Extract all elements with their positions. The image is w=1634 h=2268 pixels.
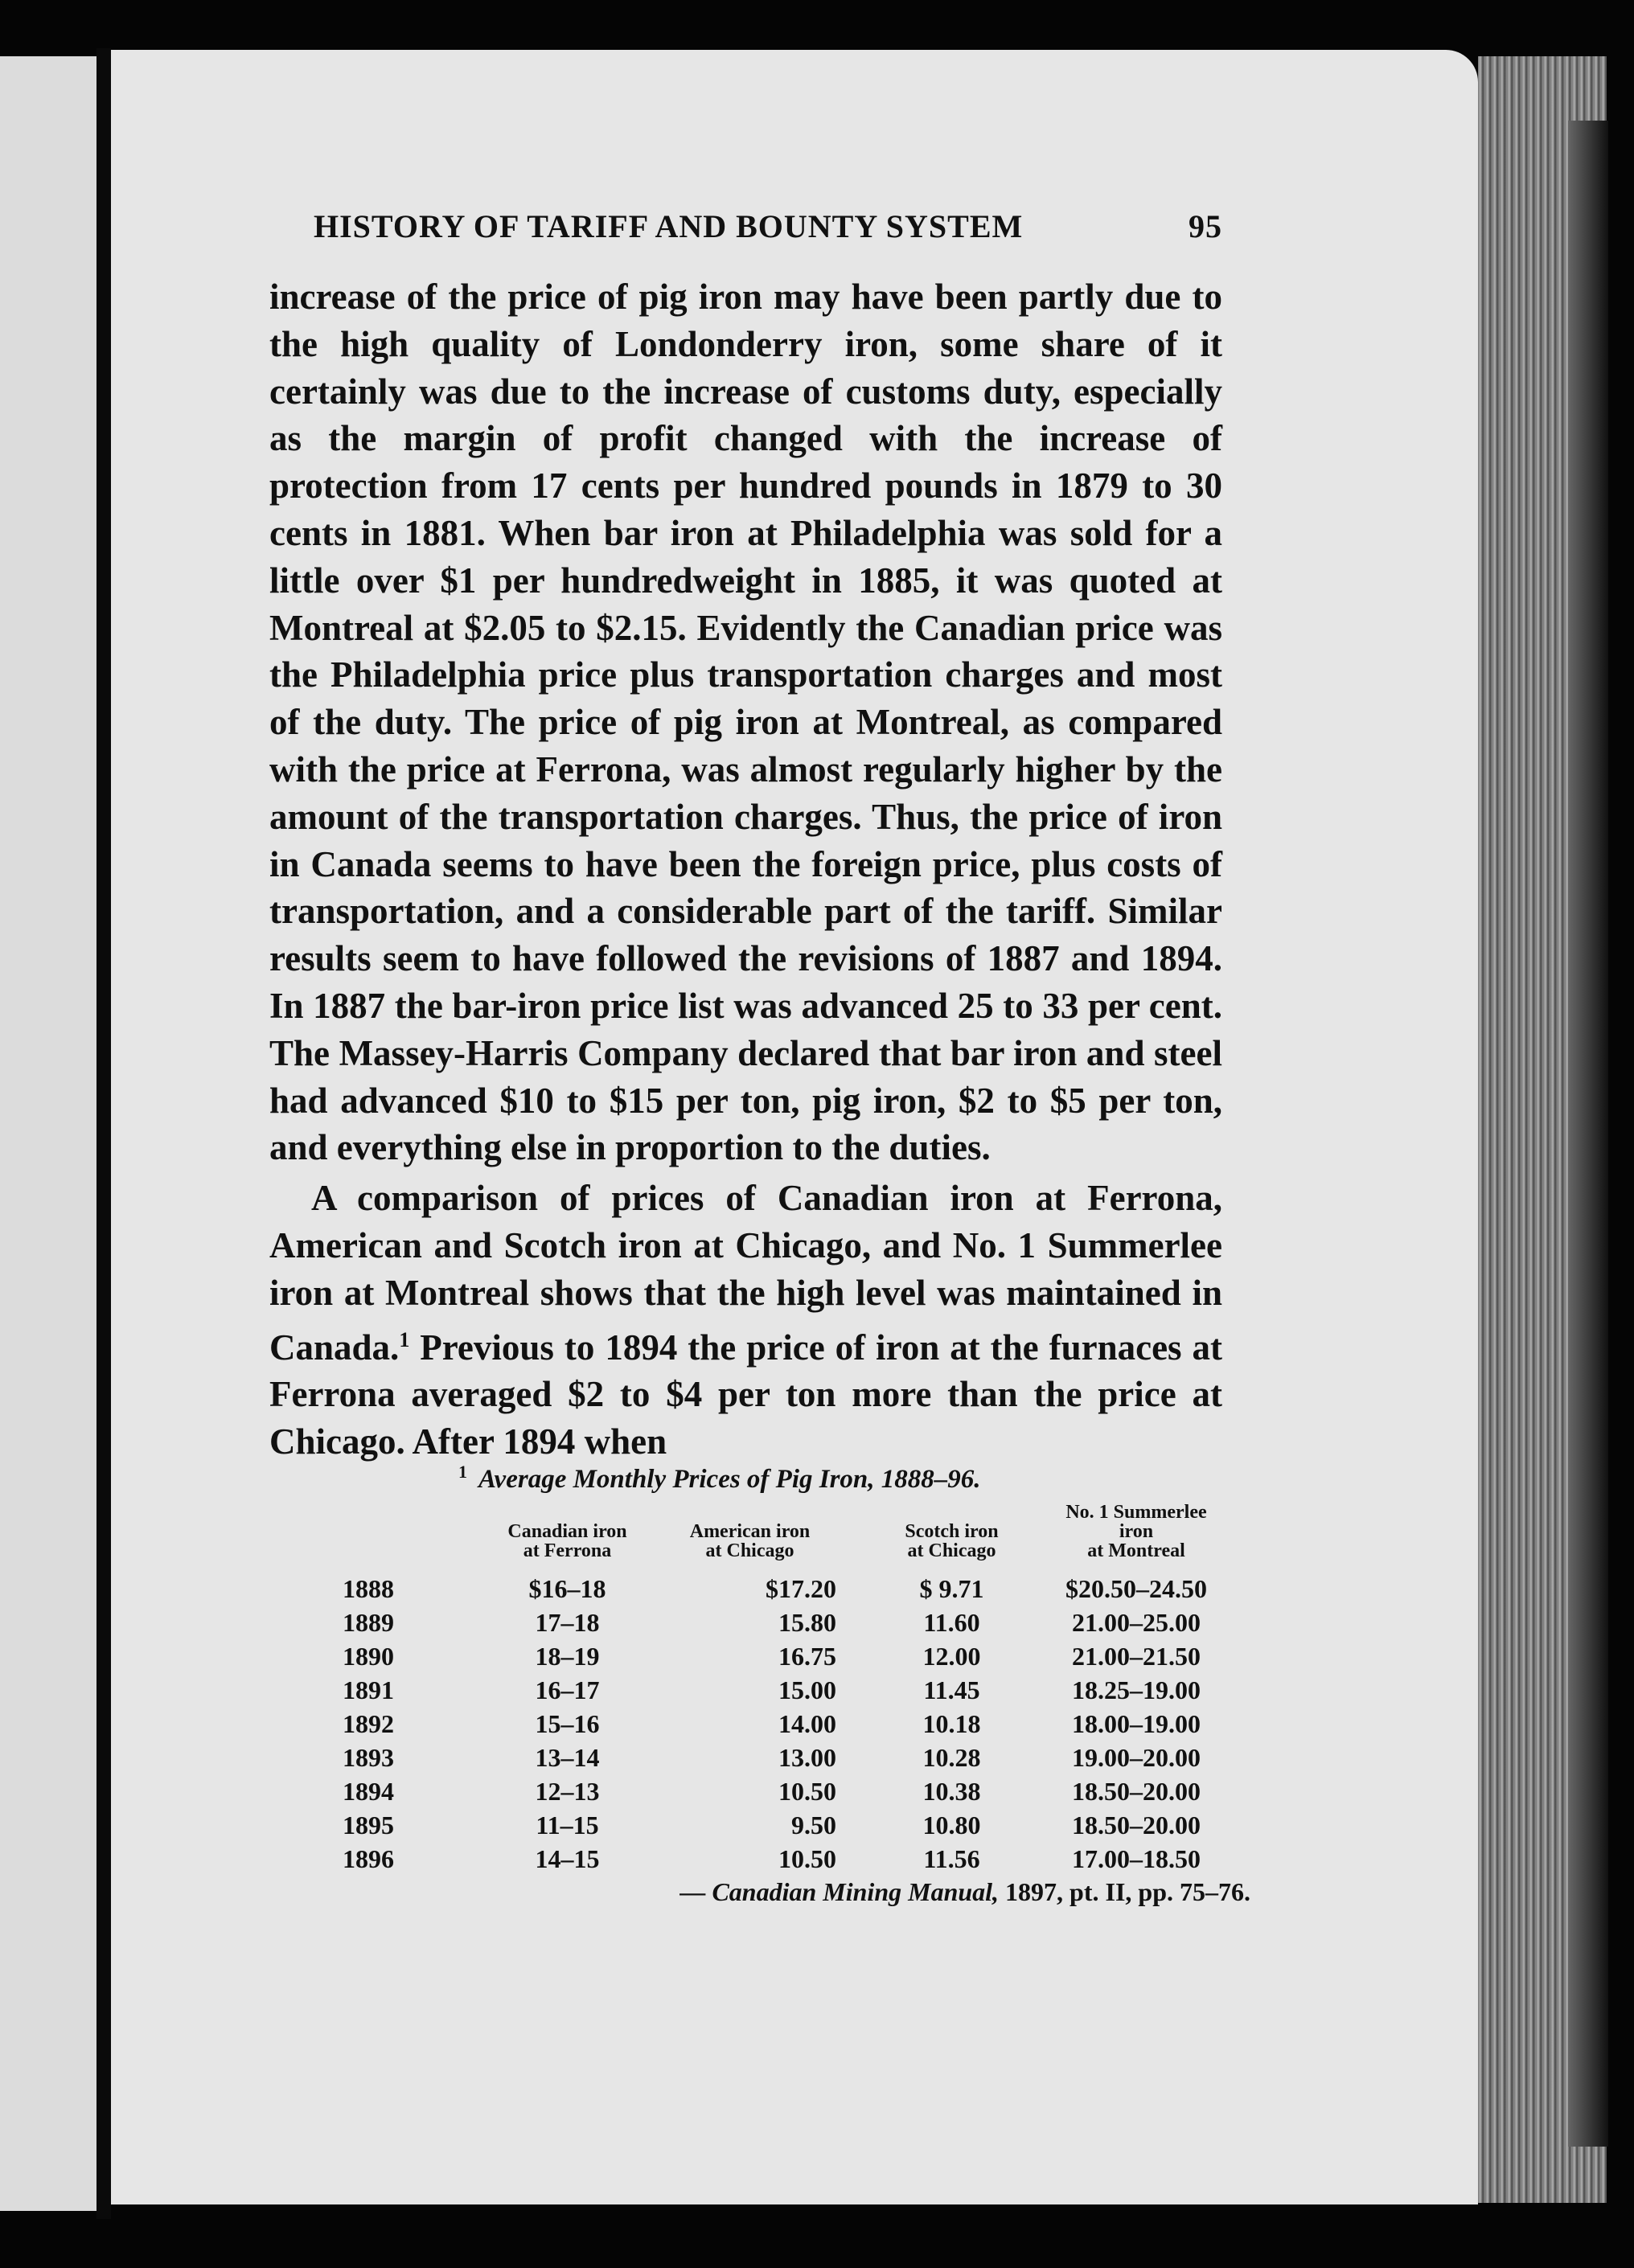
- footnote-title-text: Average Monthly Prices of Pig Iron, 1888–96.: [478, 1465, 981, 1494]
- cell-scotch: 11.60: [923, 1608, 980, 1637]
- cell-canadian: 17–18: [535, 1608, 600, 1637]
- cell-scotch: 11.56: [923, 1844, 980, 1873]
- column-header: [860, 1503, 1043, 1572]
- cell-montreal: 17.00–18.50: [1072, 1844, 1201, 1873]
- cell-canadian: 14–15: [535, 1844, 600, 1873]
- cell-scotch: 12.00: [922, 1642, 981, 1671]
- cell-year: 1895: [343, 1811, 394, 1839]
- cell-scotch: 10.38: [922, 1777, 981, 1806]
- table-row: [338, 1842, 1230, 1876]
- table-row: [338, 1639, 1230, 1673]
- table-header-row: [338, 1503, 1230, 1572]
- source-details: 1897, pt. II, pp. 75–76.: [999, 1877, 1250, 1906]
- running-head: [314, 207, 1222, 245]
- table-row: [338, 1572, 1230, 1606]
- paragraph-text: A comparison of prices of Canadian iron at Ferrona, American and Scotch iron at Chicago, and No. 1 Summerlee iron at Montreal shows that the high level was maintained in Canada.: [269, 1178, 1222, 1368]
- cell-year: 1891: [343, 1675, 394, 1704]
- cell-american: 10.50: [778, 1844, 836, 1873]
- cell-montreal: $20.50–24.50: [1065, 1574, 1207, 1603]
- table-row: [338, 1808, 1230, 1842]
- cell-american: $17.20: [766, 1574, 836, 1603]
- cell-year: 1896: [343, 1844, 394, 1873]
- column-header-line: at Montreal: [1087, 1540, 1185, 1561]
- cell-montreal: 21.00–25.00: [1072, 1608, 1201, 1637]
- cell-montreal: 18.00–19.00: [1072, 1709, 1201, 1738]
- page-edges-shadow: [1568, 121, 1608, 2147]
- column-header: [1043, 1503, 1230, 1572]
- cell-montreal: 19.00–20.00: [1072, 1743, 1201, 1772]
- footnote: [338, 1462, 1262, 1907]
- paragraph-text-cont: Previous to 1894 the price of iron at the furnaces at Ferrona averaged $2 to $4 per ton more than the price at Chicago. After 1894 when: [269, 1327, 1222, 1462]
- cell-montreal: 21.00–21.50: [1072, 1642, 1201, 1671]
- footnote-marker: 1: [458, 1462, 467, 1482]
- cell-montreal: 18.50–20.00: [1072, 1777, 1201, 1806]
- table-row: [338, 1774, 1230, 1808]
- cell-canadian: $16–18: [528, 1574, 606, 1603]
- cell-canadian: 11–15: [536, 1811, 599, 1839]
- cell-american: 10.50: [778, 1777, 836, 1806]
- cell-canadian: 15–16: [535, 1709, 600, 1738]
- footnote-title: [338, 1462, 1262, 1495]
- cell-scotch: 11.45: [923, 1675, 980, 1704]
- column-header-line: Scotch iron: [905, 1521, 999, 1542]
- table-row: [338, 1741, 1230, 1774]
- cell-montreal: 18.50–20.00: [1072, 1811, 1201, 1839]
- cell-year: 1892: [343, 1709, 394, 1738]
- column-header-line: American iron: [689, 1521, 811, 1542]
- cell-canadian: 12–13: [535, 1777, 600, 1806]
- table-row: [338, 1673, 1230, 1707]
- cell-american: 15.00: [778, 1675, 836, 1704]
- table-row: [338, 1606, 1230, 1639]
- cell-scotch: $ 9.71: [919, 1574, 984, 1603]
- price-table: [338, 1503, 1230, 1876]
- column-header-line: at Chicago: [705, 1540, 794, 1561]
- cell-scotch: 10.28: [922, 1743, 981, 1772]
- cell-year: 1894: [343, 1777, 394, 1806]
- cell-year: 1888: [343, 1574, 394, 1603]
- cell-canadian: 13–14: [535, 1743, 600, 1772]
- page-number: 95: [1189, 208, 1222, 244]
- cell-year: 1890: [343, 1642, 394, 1671]
- body-text: [269, 273, 1222, 1466]
- cell-american: 16.75: [778, 1642, 836, 1671]
- column-header-line: No. 1 Summerlee iron: [1065, 1502, 1207, 1542]
- table-body: [338, 1572, 1230, 1876]
- column-header: [476, 1503, 659, 1572]
- column-header-line: at Ferrona: [523, 1540, 612, 1561]
- book-gutter: [96, 48, 111, 2219]
- column-header-year: [338, 1503, 476, 1572]
- paragraph: increase of the price of pig iron may have been partly due to the high quality of Londonderry iron, some share of it certainly was due to the increase of customs duty, especially as the margin of profit changed with the increase of protection from 17 cents per hundred pounds in 1879 to 30 cents in 1881. When bar iron at Philadelphia was sold for a little over $1 per hundredweight in 1885, it was quoted at Montreal at $2.05 to $2.15. Evidently the Canadian price was the Philadelphia price plus transportation charges and most of the duty. The price of pig iron at Montreal, as compared with the price at Ferrona, was almost regularly higher by the amount of the transportation charges. Thus, the price of iron in Canada seems to have been the foreign price, plus costs of transportation, and a considerable part of the tariff. Similar results seem to have followed the revisions of 1887 and 1894. In 1887 the bar-iron price list was advanced 25 to 33 per cent. The Massey-Harris Company declared that bar iron and steel had advanced $10 to $15 per ton, pig iron, $2 to $5 per ton, and everything else in proportion to the duties.: [269, 277, 1222, 1168]
- cell-american: 9.50: [791, 1811, 836, 1839]
- cell-canadian: 18–19: [535, 1642, 600, 1671]
- column-header: [659, 1503, 860, 1572]
- footnote-ref: 1: [399, 1327, 410, 1351]
- cell-montreal: 18.25–19.00: [1072, 1675, 1201, 1704]
- table-row: [338, 1707, 1230, 1741]
- cell-american: 14.00: [778, 1709, 836, 1738]
- cell-year: 1893: [343, 1743, 394, 1772]
- source-title: — Canadian Mining Manual,: [679, 1877, 1000, 1906]
- column-header-line: Canadian iron: [507, 1521, 627, 1542]
- cell-american: 15.80: [778, 1608, 836, 1637]
- column-header-line: at Chicago: [907, 1540, 996, 1561]
- cell-scotch: 10.80: [922, 1811, 981, 1839]
- cell-scotch: 10.18: [922, 1709, 981, 1738]
- left-page-edge: [0, 56, 96, 2211]
- footnote-source: [338, 1877, 1250, 1907]
- paragraph: [269, 1175, 1222, 1466]
- cell-year: 1889: [343, 1608, 394, 1637]
- cell-canadian: 16–17: [535, 1675, 600, 1704]
- running-head-title: HISTORY OF TARIFF AND BOUNTY SYSTEM: [314, 208, 1024, 244]
- cell-american: 13.00: [778, 1743, 836, 1772]
